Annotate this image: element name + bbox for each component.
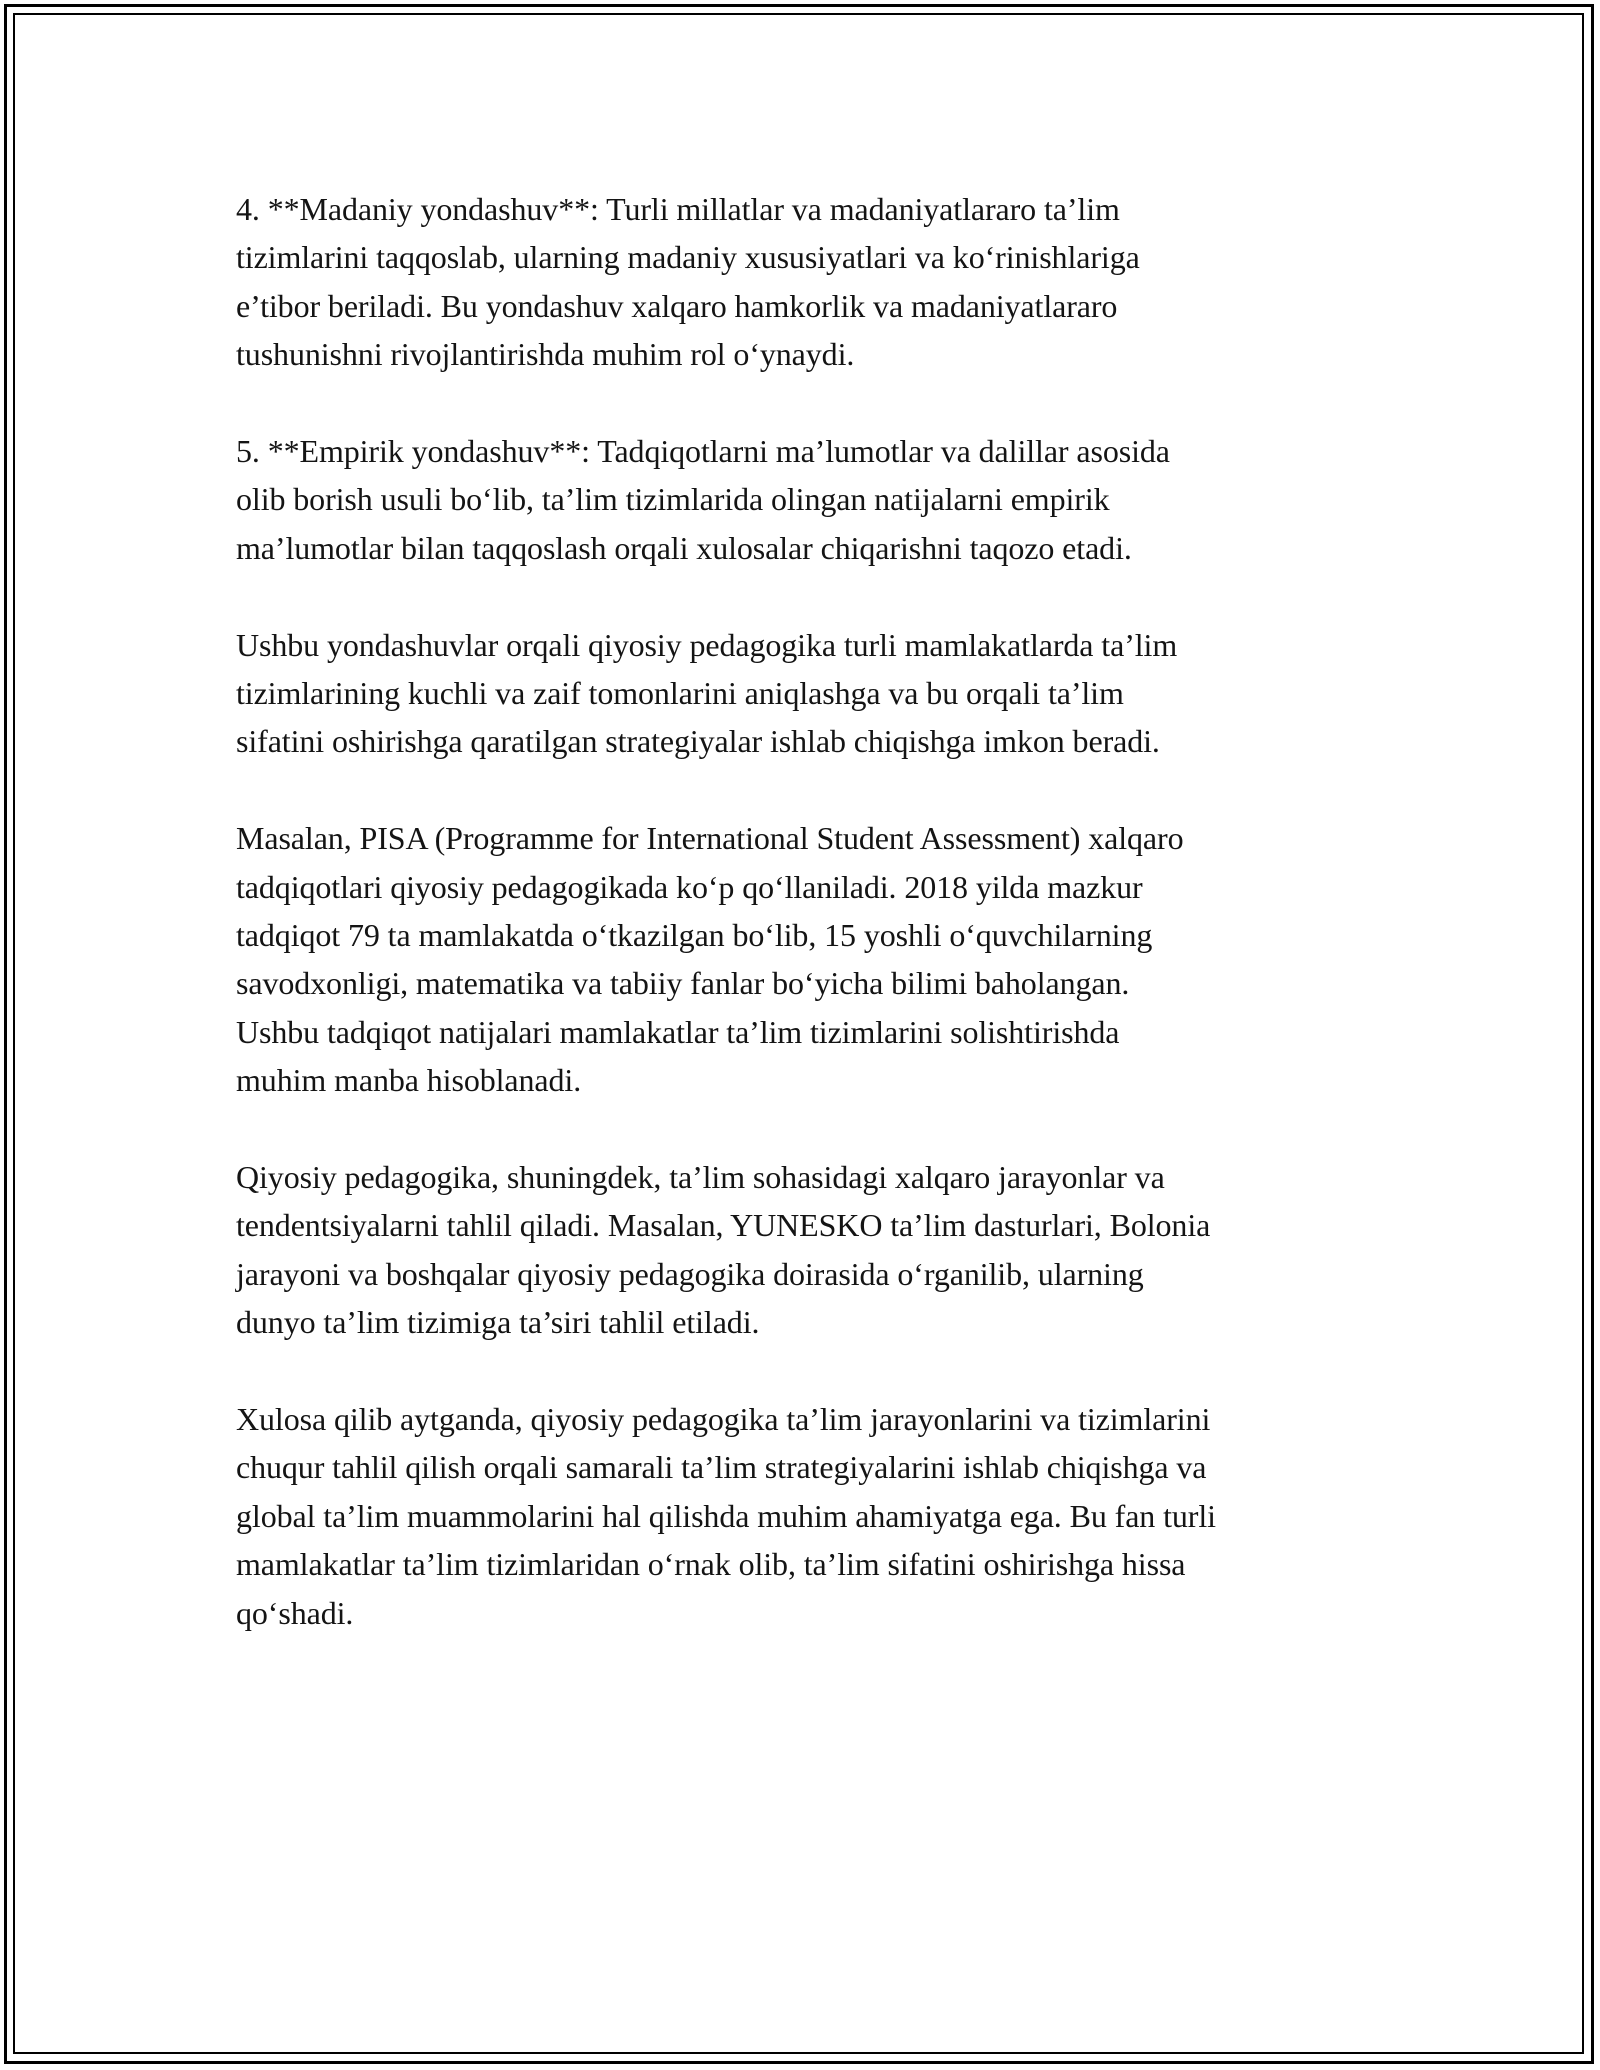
paragraph-pisa-example: Masalan, PISA (Programme for International Student Assessment) xalqaro tadqiqotlari qiyosiy pedagogikada ko‘p qo‘llaniladi. 2018 yilda mazkur tadqiqot 79 ta mamlakatda o‘tkazilgan bo‘lib, 15 yoshli o‘quvchilarning savodxonligi, matematika va tabiiy fanlar bo‘yicha bilimi baholangan. Ushbu tadqiqot natijalari mamlakatlar ta’lim tizimlarini solishtirishda muhim manba hisoblanadi. <box>236 820 1184 1099</box>
paragraph-approaches-summary: Ushbu yondashuvlar orqali qiyosiy pedagogika turli mamlakatlarda ta’lim tizimlarining kuchli va zaif tomonlarini aniqlashga va bu orqali ta’lim sifatini oshirishga qaratilgan strategiyalar ishlab chiqishga imkon beradi. <box>236 626 1178 760</box>
paragraph-conclusion: Xulosa qilib aytganda, qiyosiy pedagogika ta’lim jarayonlarini va tizimlarini chuqur tahlil qilish orqali samarali ta’lim strategiyalarini ishlab chiqishga va global ta’lim muammolarini hal qilishda muhim ahamiyatga ega. Bu fan turli mamlakatlar ta’lim tizimlaridan o‘rnak olib, ta’lim sifatini oshirishga hissa qo‘shadi. <box>236 1401 1216 1631</box>
paragraph-cultural-approach: 4. **Madaniy yondashuv**: Turli millatlar va madaniyatlararo ta’lim tizimlarini taqqoslab, ularning madaniy xususiyatlari va ko‘rinishlariga e’tibor beriladi. Bu yondashuv xalqaro hamkorlik va madaniyatlararo tushunishni rivojlantirishda muhim rol o‘ynaydi. <box>236 191 1140 373</box>
document-body <box>236 185 1376 1686</box>
paragraph-international-processes: Qiyosiy pedagogika, shuningdek, ta’lim sohasidagi xalqaro jarayonlar va tendentsiyalarni tahlil qiladi. Masalan, YUNESKO ta’lim dasturlari, Bolonia jarayoni va boshqalar qiyosiy pedagogika doirasida o‘rganilib, ularning dunyo ta’lim tizimiga ta’siri tahlil etiladi. <box>236 1159 1211 1341</box>
paragraph-empirical-approach: 5. **Empirik yondashuv**: Tadqiqotlarni ma’lumotlar va dalillar asosida olib borish usuli bo‘lib, ta’lim tizimlarida olingan natijalarni empirik ma’lumotlar bilan taqqoslash orqali xulosalar chiqarishni taqozo etadi. <box>236 433 1170 566</box>
